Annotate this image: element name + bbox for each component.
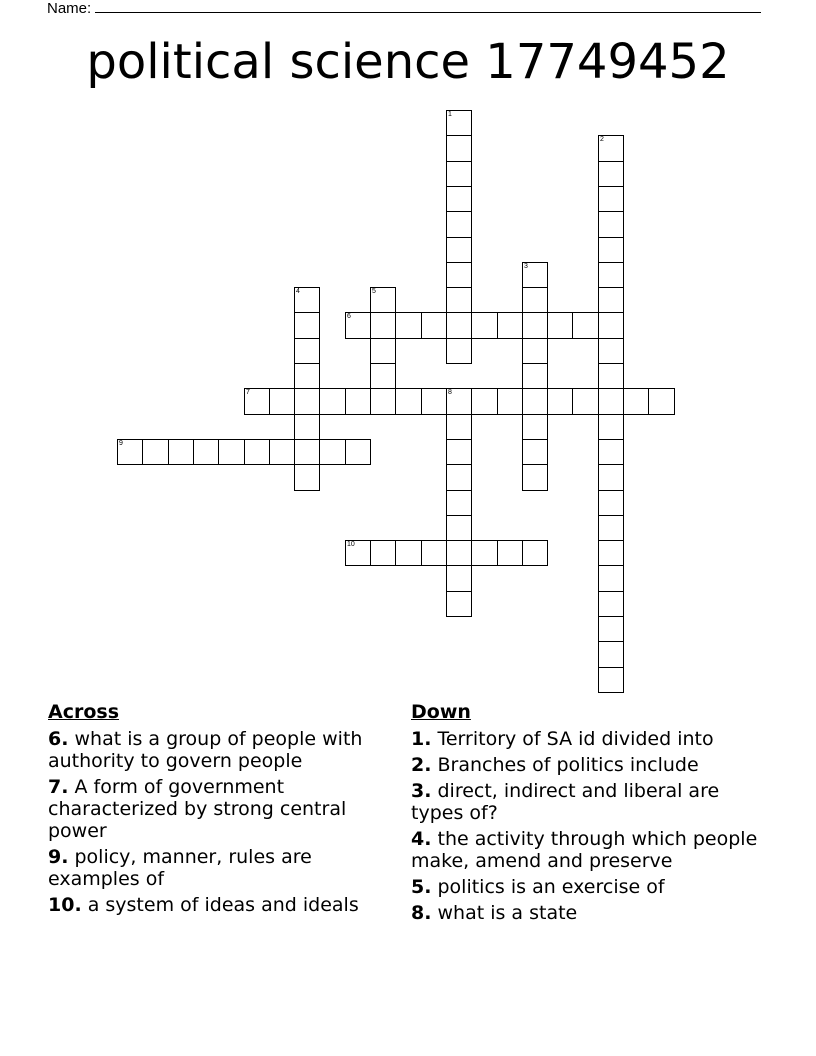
grid-cell[interactable] bbox=[294, 439, 320, 465]
grid-cell[interactable] bbox=[294, 287, 320, 313]
grid-cell[interactable] bbox=[446, 540, 472, 566]
grid-cell[interactable] bbox=[547, 388, 573, 415]
clue-text: Branches of politics include bbox=[431, 754, 699, 776]
grid-cell[interactable] bbox=[598, 616, 624, 642]
clue-number: 4. bbox=[411, 828, 432, 850]
grid-cell[interactable] bbox=[598, 161, 624, 187]
across-clues bbox=[48, 701, 388, 920]
grid-cell[interactable] bbox=[598, 186, 624, 212]
grid-cell[interactable] bbox=[117, 439, 143, 465]
across-heading: Across bbox=[48, 701, 120, 723]
grid-cell[interactable] bbox=[294, 312, 320, 339]
grid-cell[interactable] bbox=[446, 237, 472, 263]
grid-cell[interactable] bbox=[446, 414, 472, 440]
clue-number: 7. bbox=[48, 776, 69, 798]
clue-number: 10. bbox=[48, 894, 82, 916]
grid-cell[interactable] bbox=[598, 211, 624, 238]
across-clue-10 bbox=[48, 894, 388, 916]
clue-text: politics is an exercise of bbox=[431, 876, 665, 898]
grid-cell[interactable] bbox=[370, 338, 396, 364]
grid-cell[interactable] bbox=[446, 490, 472, 516]
grid-cell[interactable] bbox=[446, 287, 472, 313]
grid-cell[interactable] bbox=[522, 414, 548, 440]
clue-text: what is a group of people with authority to govern people bbox=[48, 728, 363, 772]
grid-cell[interactable] bbox=[522, 338, 548, 364]
down-clue-3 bbox=[411, 780, 771, 824]
grid-cell[interactable] bbox=[522, 464, 548, 491]
grid-cell[interactable] bbox=[294, 338, 320, 364]
grid-cell[interactable] bbox=[446, 565, 472, 592]
grid-cell[interactable] bbox=[421, 312, 447, 339]
clue-text: policy, manner, rules are examples of bbox=[48, 846, 312, 890]
grid-cell[interactable] bbox=[421, 388, 447, 415]
clue-number: 8. bbox=[411, 902, 432, 924]
cell-number: 6 bbox=[347, 313, 351, 320]
grid-cell[interactable] bbox=[446, 312, 472, 339]
grid-cell[interactable] bbox=[522, 287, 548, 313]
clue-number: 9. bbox=[48, 846, 69, 868]
down-clue-5 bbox=[411, 876, 771, 898]
grid-cell[interactable] bbox=[598, 135, 624, 162]
grid-cell[interactable] bbox=[522, 312, 548, 339]
cell-number: 5 bbox=[372, 288, 376, 295]
grid-cell[interactable] bbox=[446, 161, 472, 187]
grid-cell[interactable] bbox=[598, 667, 624, 693]
grid-cell[interactable] bbox=[446, 515, 472, 541]
grid-cell[interactable] bbox=[547, 312, 573, 339]
cell-number: 3 bbox=[524, 263, 528, 270]
clue-number: 1. bbox=[411, 728, 432, 750]
grid-cell[interactable] bbox=[244, 439, 270, 465]
grid-cell[interactable] bbox=[572, 312, 599, 339]
grid-cell[interactable] bbox=[446, 262, 472, 288]
grid-cell[interactable] bbox=[370, 312, 396, 339]
grid-cell[interactable] bbox=[446, 464, 472, 491]
grid-cell[interactable] bbox=[421, 540, 447, 566]
grid-cell[interactable] bbox=[345, 388, 371, 415]
grid-cell[interactable] bbox=[598, 262, 624, 288]
grid-cell[interactable] bbox=[598, 237, 624, 263]
grid-cell[interactable] bbox=[294, 363, 320, 389]
down-clue-4 bbox=[411, 828, 771, 872]
grid-cell[interactable] bbox=[319, 388, 346, 415]
across-clue-list bbox=[48, 728, 388, 916]
grid-cell[interactable] bbox=[395, 540, 422, 566]
grid-cell[interactable] bbox=[218, 439, 245, 465]
across-clue-7 bbox=[48, 776, 388, 842]
grid-cell[interactable] bbox=[269, 439, 295, 465]
grid-cell[interactable] bbox=[522, 363, 548, 389]
cell-number: 1 bbox=[448, 111, 452, 118]
grid-cell[interactable] bbox=[497, 312, 523, 339]
clue-text: Territory of SA id divided into bbox=[431, 728, 714, 750]
grid-cell[interactable] bbox=[598, 591, 624, 617]
grid-cell[interactable] bbox=[294, 388, 320, 415]
across-clue-6 bbox=[48, 728, 388, 772]
grid-cell[interactable] bbox=[598, 565, 624, 592]
clue-text: A form of government characterized by strong central power bbox=[48, 776, 347, 842]
grid-cell[interactable] bbox=[370, 388, 396, 415]
grid-cell[interactable] bbox=[598, 641, 624, 668]
grid-cell[interactable] bbox=[623, 388, 649, 415]
cell-number: 10 bbox=[347, 541, 355, 548]
grid-cell[interactable] bbox=[446, 135, 472, 162]
grid-cell[interactable] bbox=[598, 490, 624, 516]
clue-text: the activity through which people make, amend and preserve bbox=[411, 828, 758, 872]
cell-number: 9 bbox=[119, 440, 123, 447]
grid-cell[interactable] bbox=[395, 312, 422, 339]
grid-cell[interactable] bbox=[446, 186, 472, 212]
grid-cell[interactable] bbox=[598, 439, 624, 465]
grid-cell[interactable] bbox=[522, 540, 548, 566]
cell-number: 4 bbox=[296, 288, 300, 295]
grid-cell[interactable] bbox=[598, 464, 624, 491]
grid-cell[interactable] bbox=[648, 388, 675, 415]
grid-cell[interactable] bbox=[598, 388, 624, 415]
down-clue-1 bbox=[411, 728, 771, 750]
grid-cell[interactable] bbox=[598, 414, 624, 440]
grid-cell[interactable] bbox=[370, 287, 396, 313]
grid-cell[interactable] bbox=[497, 540, 523, 566]
clue-number: 3. bbox=[411, 780, 432, 802]
grid-cell[interactable] bbox=[370, 363, 396, 389]
grid-cell[interactable] bbox=[598, 515, 624, 541]
clue-number: 2. bbox=[411, 754, 432, 776]
grid-cell[interactable] bbox=[345, 540, 371, 566]
down-clue-8 bbox=[411, 902, 771, 924]
grid-cell[interactable] bbox=[598, 287, 624, 313]
grid-cell[interactable] bbox=[446, 110, 472, 136]
across-clue-9 bbox=[48, 846, 388, 890]
clue-number: 6. bbox=[48, 728, 69, 750]
cell-number: 7 bbox=[246, 389, 250, 396]
clue-text: a system of ideas and ideals bbox=[81, 894, 359, 916]
name-label: Name: bbox=[47, 0, 92, 17]
down-clue-list bbox=[411, 728, 771, 924]
grid-cell[interactable] bbox=[471, 540, 498, 566]
grid-cell[interactable] bbox=[598, 363, 624, 389]
grid-cell[interactable] bbox=[395, 388, 422, 415]
down-heading: Down bbox=[411, 701, 471, 723]
grid-cell[interactable] bbox=[446, 211, 472, 238]
grid-cell[interactable] bbox=[269, 388, 295, 415]
grid-cell[interactable] bbox=[522, 262, 548, 288]
clue-number: 5. bbox=[411, 876, 432, 898]
grid-cell[interactable] bbox=[370, 540, 396, 566]
grid-cell[interactable] bbox=[598, 338, 624, 364]
grid-cell[interactable] bbox=[294, 414, 320, 440]
grid-cell[interactable] bbox=[142, 439, 169, 465]
grid-cell[interactable] bbox=[471, 312, 498, 339]
grid-cell[interactable] bbox=[522, 439, 548, 465]
page-title: political science 17749452 bbox=[86, 34, 730, 90]
clue-text: direct, indirect and liberal are types of? bbox=[411, 780, 720, 824]
cell-number: 8 bbox=[448, 389, 452, 396]
grid-cell[interactable] bbox=[244, 388, 270, 415]
grid-cell[interactable] bbox=[598, 540, 624, 566]
grid-cell[interactable] bbox=[598, 312, 624, 339]
grid-cell[interactable] bbox=[319, 439, 346, 465]
grid-cell[interactable] bbox=[522, 388, 548, 415]
grid-cell[interactable] bbox=[446, 338, 472, 364]
grid-cell[interactable] bbox=[345, 439, 371, 465]
down-clue-2 bbox=[411, 754, 771, 776]
grid-cell[interactable] bbox=[446, 439, 472, 465]
grid-cell[interactable] bbox=[446, 388, 472, 415]
grid-cell[interactable] bbox=[446, 591, 472, 617]
cell-number: 2 bbox=[600, 136, 604, 143]
grid-cell[interactable] bbox=[193, 439, 219, 465]
grid-cell[interactable] bbox=[345, 312, 371, 339]
grid-cell[interactable] bbox=[294, 464, 320, 491]
grid-cell[interactable] bbox=[572, 388, 599, 415]
grid-cell[interactable] bbox=[168, 439, 194, 465]
clue-text: what is a state bbox=[431, 902, 578, 924]
down-clues bbox=[411, 701, 771, 928]
grid-cell[interactable] bbox=[497, 388, 523, 415]
grid-cell[interactable] bbox=[471, 388, 498, 415]
